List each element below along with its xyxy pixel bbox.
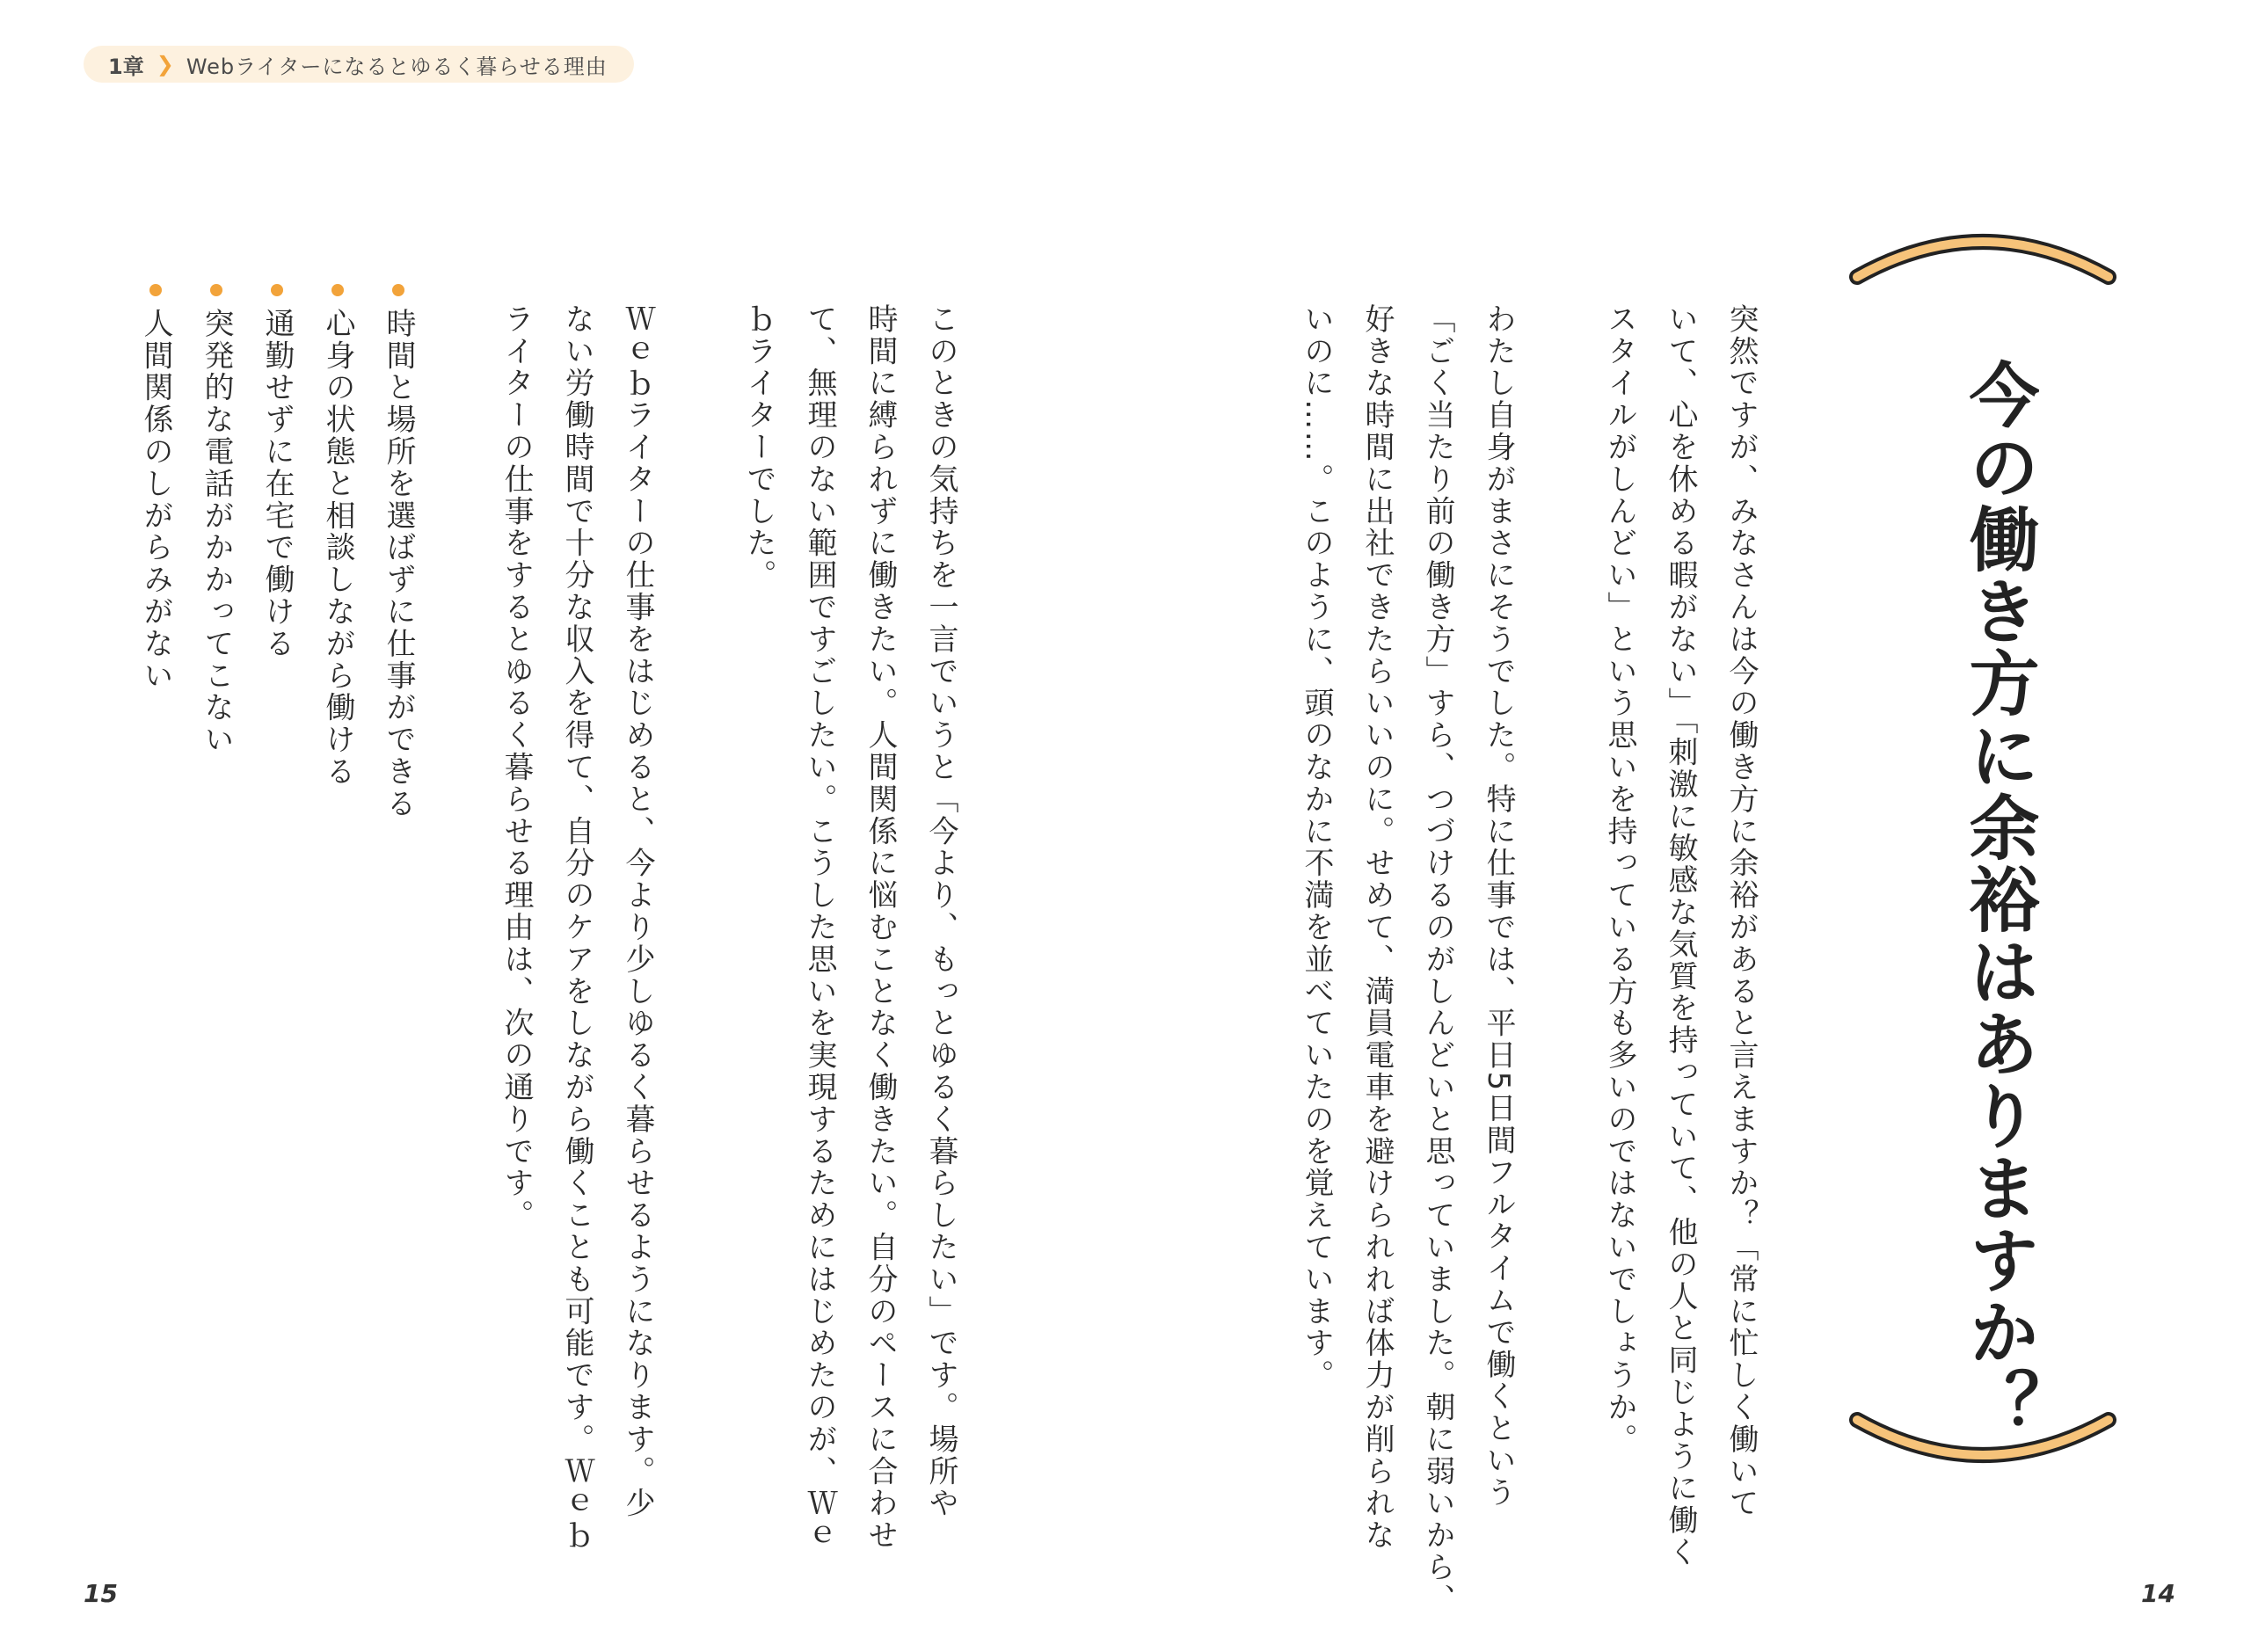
left-page-line-3: て、無理のない範囲ですごしたい。こうした思いを実現するためにはじめたのが、Ｗｅ bbox=[802, 303, 837, 1552]
left-page-line-5: Ｗｅｂライターの仕事をはじめると、今より少しゆるく暮らせるようになります。少 bbox=[620, 303, 655, 1520]
right-page-line-6: 好きな時間に出社できたらいいのに。せめて、満員電車を避けられれば体力が削られな bbox=[1359, 303, 1395, 1552]
left-page-line-1: このときの気持ちを一言でいうと「今より、もっとゆるく暮らしたい」です。場所や bbox=[923, 303, 958, 1520]
left-page-line-6: ない労働時間で十分な収入を得て、自分のケアをしながら働くことも可能です。Ｗｅｂ bbox=[559, 303, 594, 1552]
bullet-dot-icon bbox=[210, 284, 222, 296]
right-page-line-3: スタイルがしんどい」という思いを持っている方も多いのではないでしょうか。 bbox=[1602, 303, 1637, 1456]
right-page-line-5: 「ごく当たり前の働き方」すら、つづけるのがしんどいと思っていました。朝に弱いから、 bbox=[1420, 303, 1455, 1616]
bullet-dot-icon bbox=[149, 284, 162, 296]
left-page-line-2: 時間に縛られずに働きたい。人間関係に悩むことなく働きたい。自分のペースに合わせ bbox=[863, 303, 898, 1552]
bullet-dot-icon bbox=[392, 284, 404, 296]
chapter-number: 1章 bbox=[108, 54, 144, 79]
page-title: 今の働き方に余裕はありますか？ bbox=[1957, 359, 2039, 1440]
left-page-line-7: ライターの仕事をするとゆるく暮らせる理由は、次の通りです。 bbox=[499, 303, 534, 1232]
chevron-right-icon: ❯ bbox=[156, 52, 174, 76]
right-page-line-7: いのに……。このように、頭のなかに不満を並べていたのを覚えています。 bbox=[1299, 303, 1334, 1392]
right-page-line-2: いて、心を休める暇がない」「刺激に敏感な気質を持っていて、他の人と同じように働く bbox=[1663, 303, 1698, 1568]
bullet-dot-icon bbox=[331, 284, 344, 296]
right-page-line-1: 突然ですが、みなさんは今の働き方に余裕があると言えますか？「常に忙しく働いて bbox=[1723, 303, 1759, 1520]
bullet-dot-icon bbox=[271, 284, 283, 296]
left-page-line-4: ｂライターでした。 bbox=[741, 303, 776, 592]
bullet-item-5: 人間関係のしがらみがない bbox=[138, 308, 173, 692]
chapter-title: Webライターになるとゆるく暮らせる理由 bbox=[186, 54, 608, 79]
chapter-breadcrumb bbox=[84, 46, 634, 83]
bullet-item-3: 通勤せずに在宅で働ける bbox=[259, 308, 295, 660]
bullet-item-1: 時間と場所を選ばずに仕事ができる bbox=[381, 308, 416, 820]
right-page-line-4: わたし自身がまさにそうでした。特に仕事では、平日5日間フルタイムで働くという bbox=[1481, 303, 1516, 1509]
page-number-left: 15 bbox=[84, 1579, 118, 1608]
bullet-item-4: 突発的な電話がかかってこない bbox=[199, 308, 234, 756]
title-top-bracket-icon bbox=[1847, 220, 2119, 290]
bullet-item-2: 心身の状態と相談しながら働ける bbox=[320, 308, 355, 788]
page-number-right: 14 bbox=[2141, 1579, 2175, 1608]
